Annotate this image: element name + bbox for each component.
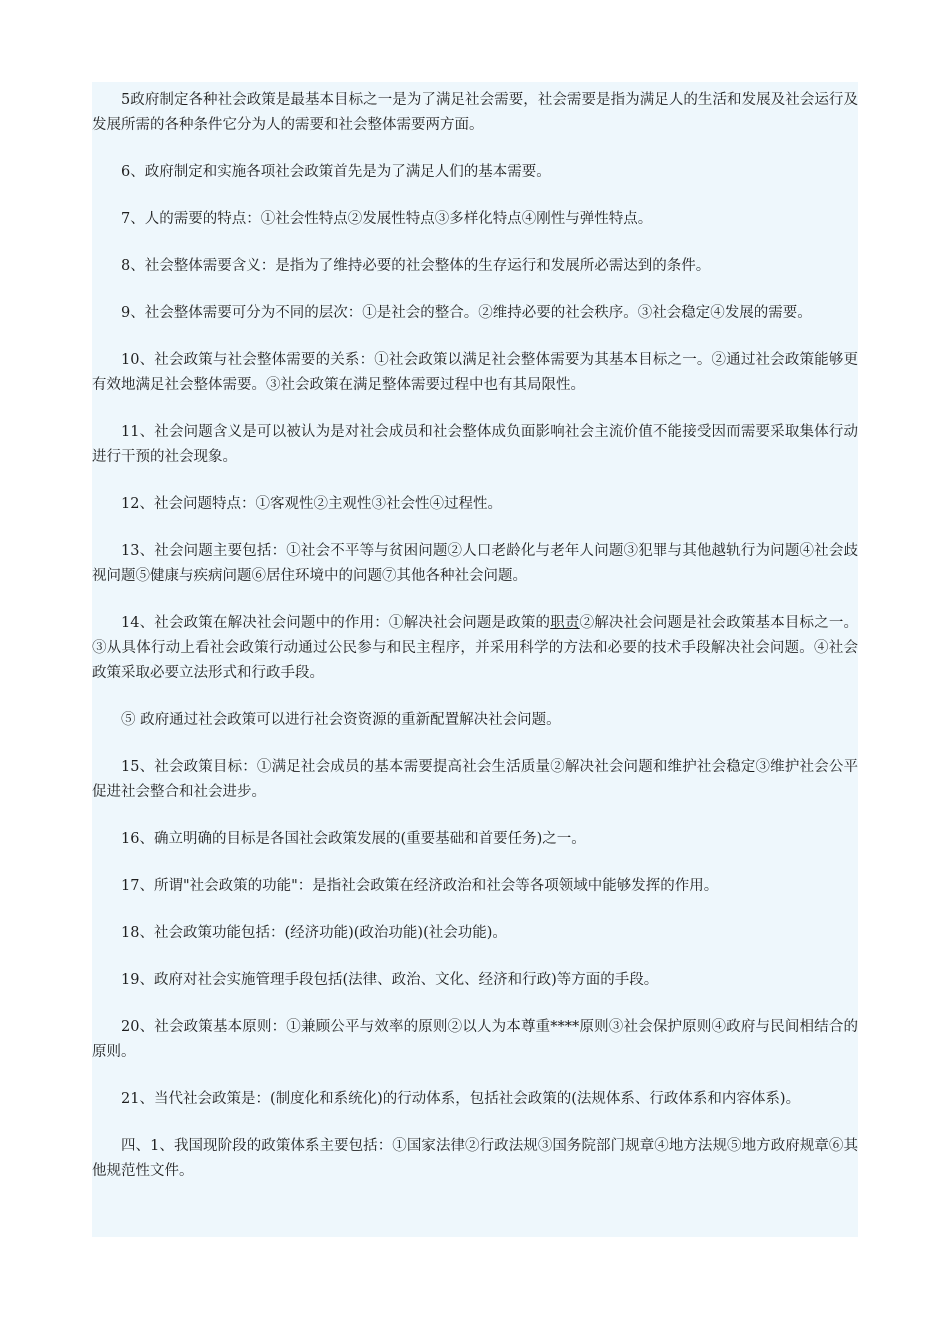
document-body	[92, 82, 858, 1237]
paragraph-16: 16、确立明确的目标是各国社会政策发展的(重要基础和首要任务)之一。	[121, 831, 586, 847]
paragraph-8: 8、社会整体需要含义：是指为了维持必要的社会整体的生存运行和发展所必需达到的条件。	[121, 258, 711, 274]
paragraph-14-start: 14、社会政策在解决社会问题中的作用：①解决社会问题是政策的	[121, 615, 551, 631]
paragraph-10: 10、社会政策与社会整体需要的关系：①社会政策以满足社会整体需要为其基本目标之一。②通过社会政策能够更有效地满足社会整体需要。③社会政策在满足整体需要过程中也有其局限性。	[92, 352, 858, 393]
paragraph-4-1: 四、1、我国现阶段的政策体系主要包括：①国家法律②行政法规③国务院部门规章④地方法规⑤地方政府规章⑥其他规范性文件。	[92, 1138, 858, 1179]
paragraph-15: 15、社会政策目标：①满足社会成员的基本需要提高社会生活质量②解决社会问题和维护社会稳定③维护社会公平促进社会整合和社会进步。	[92, 759, 858, 800]
paragraph-7: 7、人的需要的特点：①社会性特点②发展性特点③多样化特点④刚性与弹性特点。	[121, 211, 653, 227]
paragraph-17: 17、所谓"社会政策的功能"：是指社会政策在经济政治和社会等各项领域中能够发挥的作用。	[121, 878, 719, 894]
duty-link[interactable]: 职责	[550, 615, 580, 631]
paragraph-14	[92, 611, 858, 686]
paragraph-5: 5政府制定各种社会政策是最基本目标之一是为了满足社会需要，社会需要是指为满足人的生活和发展及社会运行及发展所需的各种条件它分为人的需要和社会整体需要两方面。	[92, 92, 858, 133]
paragraph-11: 11、社会问题含义是可以被认为是对社会成员和社会整体成负面影响社会主流价值不能接受因而需要采取集体行动进行干预的社会现象。	[92, 424, 858, 465]
paragraph-14-5: ⑤ 政府通过社会政策可以进行社会资资源的重新配置解决社会问题。	[121, 712, 561, 728]
paragraph-14-rest: ②解决社会问题是社会政策基本目标之一。③从具体行动上看社会政策行动通过公民参与和民主程序，并采用科学的方法和必要的技术手段解决社会问题。④社会政策采取必要立法形式和行政手段。	[92, 615, 859, 681]
paragraph-6: 6、政府制定和实施各项社会政策首先是为了满足人们的基本需要。	[121, 164, 551, 180]
paragraph-9: 9、社会整体需要可分为不同的层次：①是社会的整合。②维持必要的社会秩序。③社会稳定④发展的需要。	[121, 305, 812, 321]
paragraph-19: 19、政府对社会实施管理手段包括(法律、政治、文化、经济和行政)等方面的手段。	[121, 972, 659, 988]
paragraph-18: 18、社会政策功能包括：(经济功能)(政治功能)(社会功能)。	[121, 925, 507, 941]
paragraph-12: 12、社会问题特点：①客观性②主观性③社会性④过程性。	[121, 496, 502, 512]
paragraph-13: 13、社会问题主要包括：①社会不平等与贫困问题②人口老龄化与老年人问题③犯罪与其他越轨行为问题④社会歧视问题⑤健康与疾病问题⑥居住环境中的问题⑦其他各种社会问题。	[92, 543, 858, 584]
paragraph-20: 20、社会政策基本原则：①兼顾公平与效率的原则②以人为本尊重****原则③社会保护原则④政府与民间相结合的原则。	[92, 1019, 858, 1060]
paragraph-21: 21、当代社会政策是：(制度化和系统化)的行动体系，包括社会政策的(法规体系、行政体系和内容体系)。	[121, 1091, 801, 1107]
